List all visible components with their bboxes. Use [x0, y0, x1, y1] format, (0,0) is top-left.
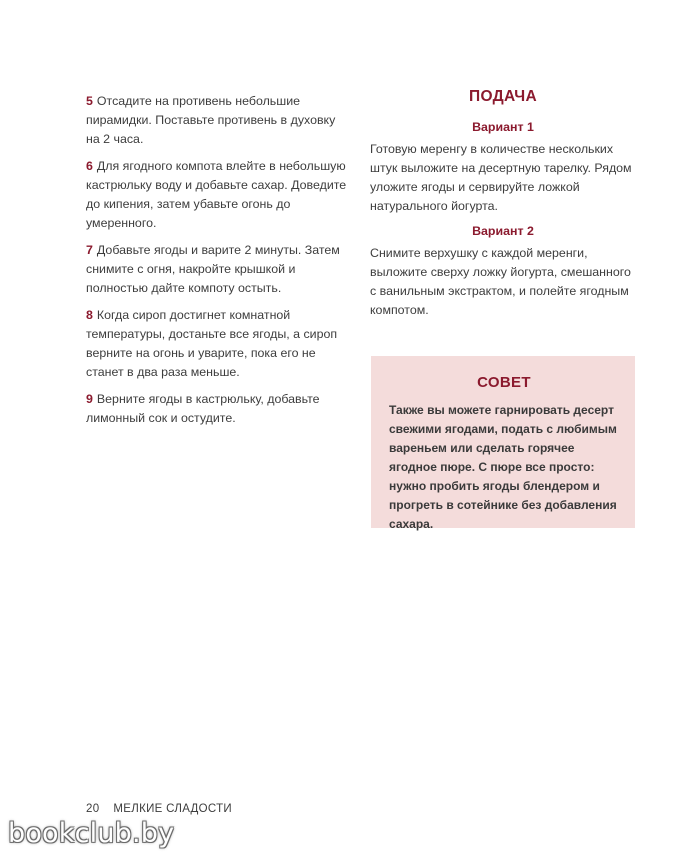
page-footer — [86, 803, 232, 815]
step-number: 5 — [86, 94, 93, 108]
step-text: Для ягодного компота влейте в небольшую кастрюльку воду и добавьте сахар. Доведите до кипения, затем убавьте огонь до умеренного. — [86, 159, 347, 230]
tip-title: СОВЕТ — [477, 374, 531, 391]
watermark: bookclub.by — [8, 818, 175, 849]
step-7 — [86, 241, 348, 298]
step-text: Добавьте ягоды и варите 2 минуты. Затем снимите с огня, накройте крышкой и полностью дайте компоту остыть. — [86, 243, 340, 295]
step-number: 7 — [86, 243, 93, 257]
instructions-column — [86, 92, 348, 436]
tip-text: Также вы можете гарнировать десерт свежими ягодами, подать с любимым вареньем или сделать горячее ягодное пюре. С пюре все просто: нужно пробить ягоды блендером и прогреть в сотейнике без добавления сахара. — [389, 403, 617, 531]
running-section-title: МЕЛКИЕ СЛАДОСТИ — [113, 803, 233, 815]
step-text: Верните ягоды в кастрюльку, добавьте лимонный сок и остудите. — [86, 392, 320, 425]
step-text: Отсадите на противень небольшие пирамидки. Поставьте противень в духовку на 2 часа. — [86, 94, 336, 146]
variant-1-title: Вариант 1 — [472, 120, 534, 134]
step-number: 8 — [86, 308, 93, 322]
step-text: Когда сироп достигнет комнатной температуры, достаньте все ягоды, а сироп верните на огонь и уварите, пока его не станет в два раза меньше. — [86, 308, 338, 379]
step-number: 9 — [86, 392, 93, 406]
variant-2-title: Вариант 2 — [472, 224, 534, 238]
serving-column — [370, 88, 636, 328]
page-number: 20 — [86, 803, 100, 815]
serving-title: ПОДАЧА — [469, 88, 537, 105]
step-5 — [86, 92, 348, 149]
step-8 — [86, 306, 348, 382]
variant-2-text: Снимите верхушку с каждой меренги, выложите сверху ложку йогурта, смешанного с ванильным экстрактом, и полейте ягодным компотом. — [370, 246, 631, 317]
step-number: 6 — [86, 159, 93, 173]
step-9 — [86, 390, 348, 428]
tip-box — [371, 356, 635, 531]
variant-1-text: Готовую меренгу в количестве нескольких штук выложите на десертную тарелку. Рядом уложите ягоды и сервируйте ложкой натурального йогурта. — [370, 142, 632, 213]
step-6 — [86, 157, 348, 233]
